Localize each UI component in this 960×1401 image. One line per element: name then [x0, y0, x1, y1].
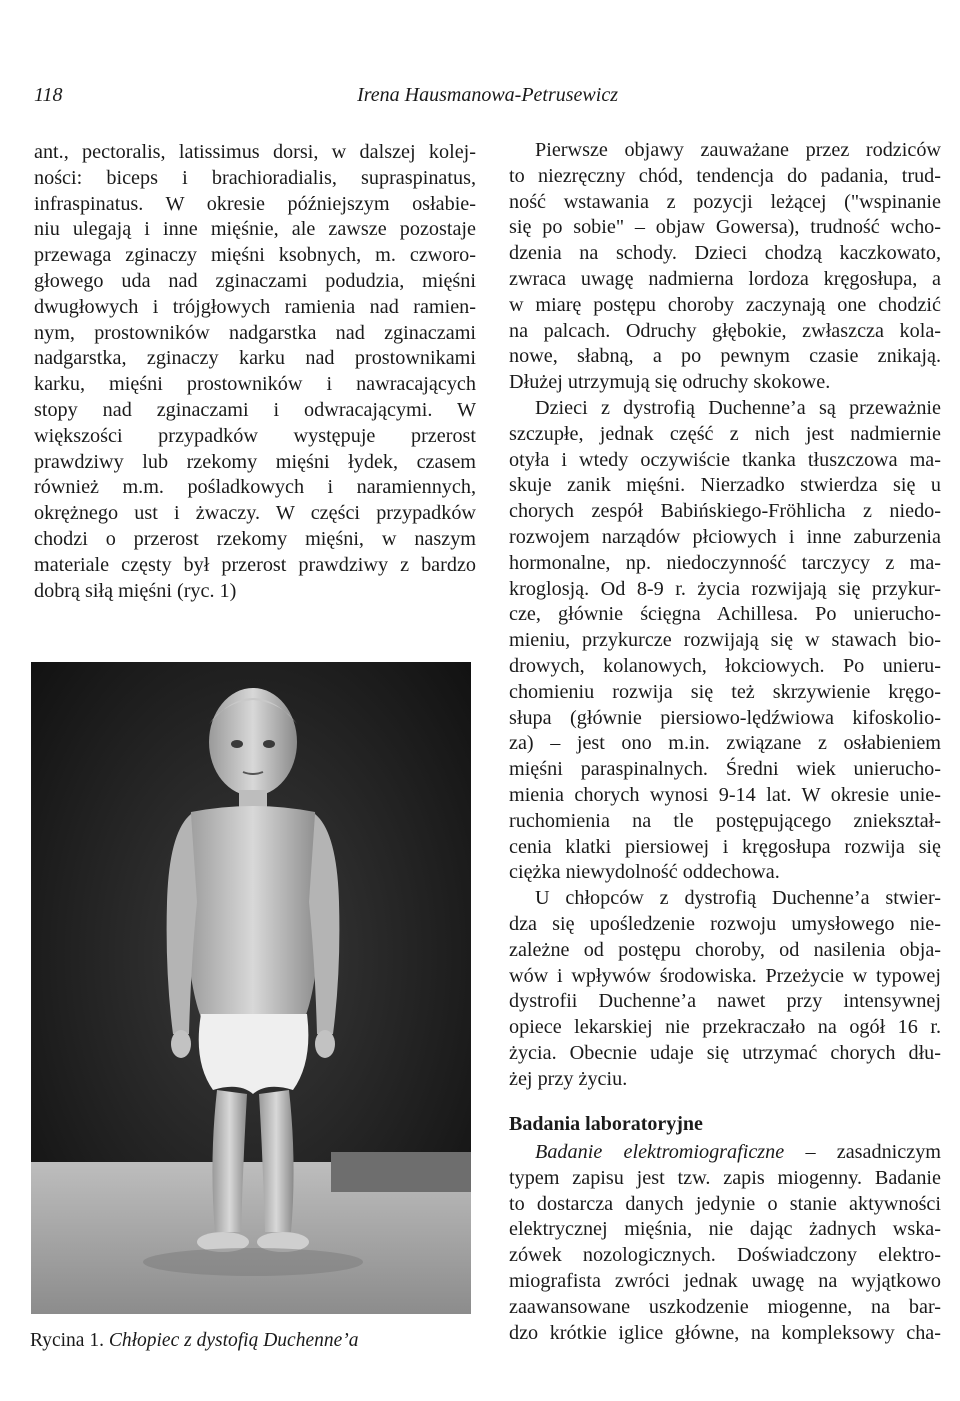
text-line: mięśni paraspinalnych. Średni wiek unierucho- [509, 758, 941, 781]
text-line: mienia chorych wynosi 9-14 lat. W okresie unie- [509, 783, 941, 806]
text-line: materiale częsty był przerost prawdziwy z bardzo [34, 553, 476, 576]
text-line: infraspinatus. W okresie późniejszym osłabie- [34, 192, 476, 215]
text-line: okrężnego ust i żwaczy. W części przypadków [34, 502, 476, 525]
text-line: ciężka niewydolność oddechowa. [509, 861, 780, 884]
text-line: U chłopców z dystrofią Duchenne’a stwier- [535, 887, 941, 910]
text-line: cze, głównie ścięgna Achillesa. Po unierucho- [509, 603, 941, 626]
text-line: nadgarstka, zginaczy karku nad prostownikami [34, 347, 476, 370]
text-line: się po sobie" – objaw Gowersa), trudność wcho- [509, 216, 941, 239]
text-line: żej przy życiu. [509, 1067, 628, 1090]
page-number: 118 [34, 84, 63, 106]
text-line: to niezręczny chód, tendencja do padania, trud- [509, 164, 941, 187]
text-line-lead [509, 1140, 941, 1166]
section-heading: Badania laboratoryjne [509, 1113, 703, 1135]
text-line: ruchomienia na tle postępującego zniekształ- [509, 809, 941, 832]
text-line: ności: biceps i brachioradialis, supraspinatus, [34, 166, 476, 189]
lead-rest: – zasadniczym [784, 1141, 941, 1163]
text-line: ność wstawania z pozycji leżącej ("wspinanie [509, 190, 941, 213]
text-line: hormonalne, np. niedoczynność tarczycy z ma- [509, 551, 941, 574]
figure-photograph [31, 662, 471, 1314]
text-line: dza się upośledzenie rozwoju umysłowego nie- [509, 912, 941, 935]
text-line: opiece lekarskiej nie przekraczało na ogół 16 r. [509, 1016, 941, 1039]
text-line: zówek nozologicznych. Doświadczony elektro- [509, 1244, 941, 1267]
boy-photo-illustration [31, 662, 471, 1314]
text-line: karku, mięśni prostowników i nawracających [34, 373, 476, 396]
text-line: prawdziwy lub rzekomy mięśni łydek, czasem [34, 450, 476, 473]
caption-text: Chłopiec z dystofią Duchenne’a [108, 1330, 359, 1351]
caption-label: Rycina 1. [30, 1330, 104, 1351]
text-line: przewaga zginaczy mięśni ksobnych, m. czworo- [34, 244, 476, 267]
text-line: stopy nad zginaczami i odwracającymi. W [34, 398, 476, 421]
text-line: ant., pectoralis, latissimus dorsi, w dalszej kolej- [34, 141, 476, 163]
text-line: słupa (głównie piersiowo-lędźwiowa kifoskolio- [509, 706, 941, 729]
text-line: za) – jest ono m.in. związane z osłabieniem [509, 732, 941, 755]
text-line: dystrofii Duchenne’a nawet przy intensywnej [509, 990, 941, 1013]
section-body [509, 1140, 941, 1346]
text-line: chodzi o przerost rzekomy mięśni, w naszym [34, 527, 476, 550]
text-line: zaawansowane uszkodzenie miogenne, na bar- [509, 1295, 941, 1318]
text-line: życia. Obecnie udaje się utrzymać chorych dłu- [509, 1041, 941, 1064]
text-line: szczupłe, jednak część z nich jest nadmiernie [509, 422, 941, 445]
text-line: nym, prostowników nadgarstka nad zginaczami [34, 321, 476, 344]
text-line: Pierwsze objawy zauważane przez rodziców [535, 139, 941, 161]
text-line: większości przypadków występuje przerost [34, 424, 476, 447]
text-line: nowe, słabną, a po pewnym czasie znikają. [509, 345, 941, 368]
text-line: Dzieci z dystrofią Duchenne’a są przeważnie [535, 396, 941, 419]
text-line: również m.m. pośladkowych i naramiennych, [34, 476, 476, 499]
text-line: dzenia na schody. Dzieci chodzą kaczkowato, [509, 242, 941, 265]
text-line: niu ulegają i inne mięśnie, ale zawsze pozostaje [34, 218, 476, 241]
text-line: dobrą siłą mięśni (ryc. 1) [34, 579, 237, 602]
text-line: mieniu, przykurcze rozwijają się w stawach bio- [509, 629, 941, 652]
text-line: chorych zespół Babińskiego-Fröhlicha z niedo- [509, 500, 941, 523]
text-line: dzo krótkie iglice główne, na kompleksowy cha- [509, 1321, 941, 1344]
text-line: elektrycznej mięśnia, nie dając żadnych wska- [509, 1218, 941, 1241]
text-line: dwugłowych i trójgłowych ramienia nad ramien- [34, 295, 476, 318]
text-line: chomieniu rozwija się też skrzywienie kręgo- [509, 680, 941, 703]
text-line: drowych, kolanowych, łokciowych. Po unieru- [509, 654, 941, 677]
text-line: Dłużej utrzymują się odruchy skokowe. [509, 371, 831, 394]
text-line: skuje zanik mięśni. Nierzadko stwierdza się u [509, 474, 941, 497]
text-line: w miarę postępu choroby zaczynają one chodzić [509, 293, 941, 316]
text-line: wów i wpływów środowiska. Przeżycie w typowej [509, 964, 941, 987]
text-line: zależne od postępu choroby, od nasilenia obja- [509, 938, 941, 961]
left-column [34, 140, 476, 604]
text-line: to dostarcza danych jedynie o stanie aktywności [509, 1192, 941, 1215]
text-line: na palcach. Odruchy głębokie, zwłaszcza kola- [509, 319, 941, 342]
text-line: głowego uda nad zginaczami podudzia, mięśni [34, 269, 476, 292]
text-line: cenia klatki piersiowej i kręgosłupa rozwija się [509, 835, 941, 858]
lead-term: Badanie elektromiograficzne [535, 1141, 785, 1163]
text-line: typem zapisu jest tzw. zapis miogenny. Badanie [509, 1166, 941, 1189]
running-head [34, 84, 618, 112]
figure-caption [30, 1330, 359, 1352]
text-line: rozwojem narządów płciowych i inne zaburzenia [509, 525, 941, 548]
text-line: miografista zwróci jednak uwagę na wyjątkowo [509, 1269, 941, 1292]
running-head-author: Irena Hausmanowa-Petrusewicz [357, 84, 618, 106]
right-column [509, 138, 941, 1092]
text-line: otyła i wtedy oczywiście tkanka tłuszczowa ma- [509, 448, 941, 471]
text-line: kroglosją. Od 8-9 r. życia rozwijają się przykur- [509, 577, 941, 600]
text-line: zwraca uwagę nadmierna lordoza kręgosłupa, a [509, 267, 941, 290]
